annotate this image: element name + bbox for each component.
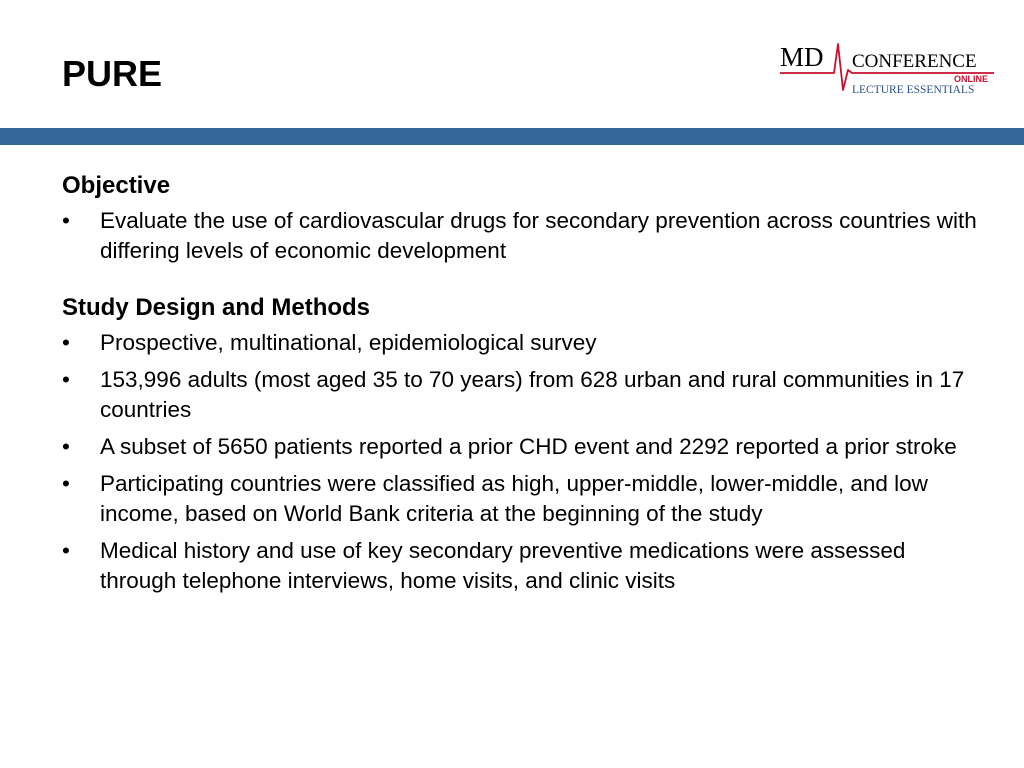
section-objective xyxy=(62,170,982,266)
bullet-item xyxy=(62,328,982,358)
bullet-text: Evaluate the use of cardiovascular drugs for secondary prevention across countries with differing levels of economic development xyxy=(100,208,977,263)
header-divider-bar xyxy=(0,128,1024,145)
bullet-item xyxy=(62,206,982,266)
bullet-text: Medical history and use of key secondary preventive medications were assessed through telephone interviews, home visits, and clinic visits xyxy=(100,538,906,593)
bullet-text: Participating countries were classified as high, upper-middle, lower-middle, and low income, based on World Bank criteria at the beginning of the study xyxy=(100,471,928,526)
bullet-text: Prospective, multinational, epidemiological survey xyxy=(100,330,597,355)
section-study-design xyxy=(62,292,982,596)
bullet-item xyxy=(62,469,982,529)
slide-title: PURE xyxy=(62,53,163,94)
logo-online-text: ONLINE xyxy=(954,74,989,84)
slide-content xyxy=(62,170,982,603)
bullet-item xyxy=(62,365,982,425)
md-conference-logo xyxy=(780,26,1000,102)
bullet-dot-icon: • xyxy=(62,330,70,355)
section-heading: Study Design and Methods xyxy=(62,294,371,321)
logo-graphic xyxy=(780,26,1000,102)
logo-conference-text: CONFERENCE xyxy=(852,51,977,72)
bullet-item xyxy=(62,432,982,462)
bullet-item xyxy=(62,536,982,596)
bullet-dot-icon: • xyxy=(62,538,70,563)
bullet-dot-icon: • xyxy=(62,367,70,392)
bullet-dot-icon: • xyxy=(62,471,70,496)
section-heading: Objective xyxy=(62,172,171,199)
logo-lecture-text: LECTURE ESSENTIALS xyxy=(852,84,975,96)
bullet-text: 153,996 adults (most aged 35 to 70 years) from 628 urban and rural communities in 17 countries xyxy=(100,367,965,422)
bullet-list xyxy=(62,328,982,596)
bullet-dot-icon: • xyxy=(62,208,70,233)
bullet-dot-icon: • xyxy=(62,434,70,459)
bullet-list xyxy=(62,206,982,266)
logo-md-text: MD xyxy=(780,42,824,72)
bullet-text: A subset of 5650 patients reported a prior CHD event and 2292 reported a prior stroke xyxy=(100,434,957,459)
